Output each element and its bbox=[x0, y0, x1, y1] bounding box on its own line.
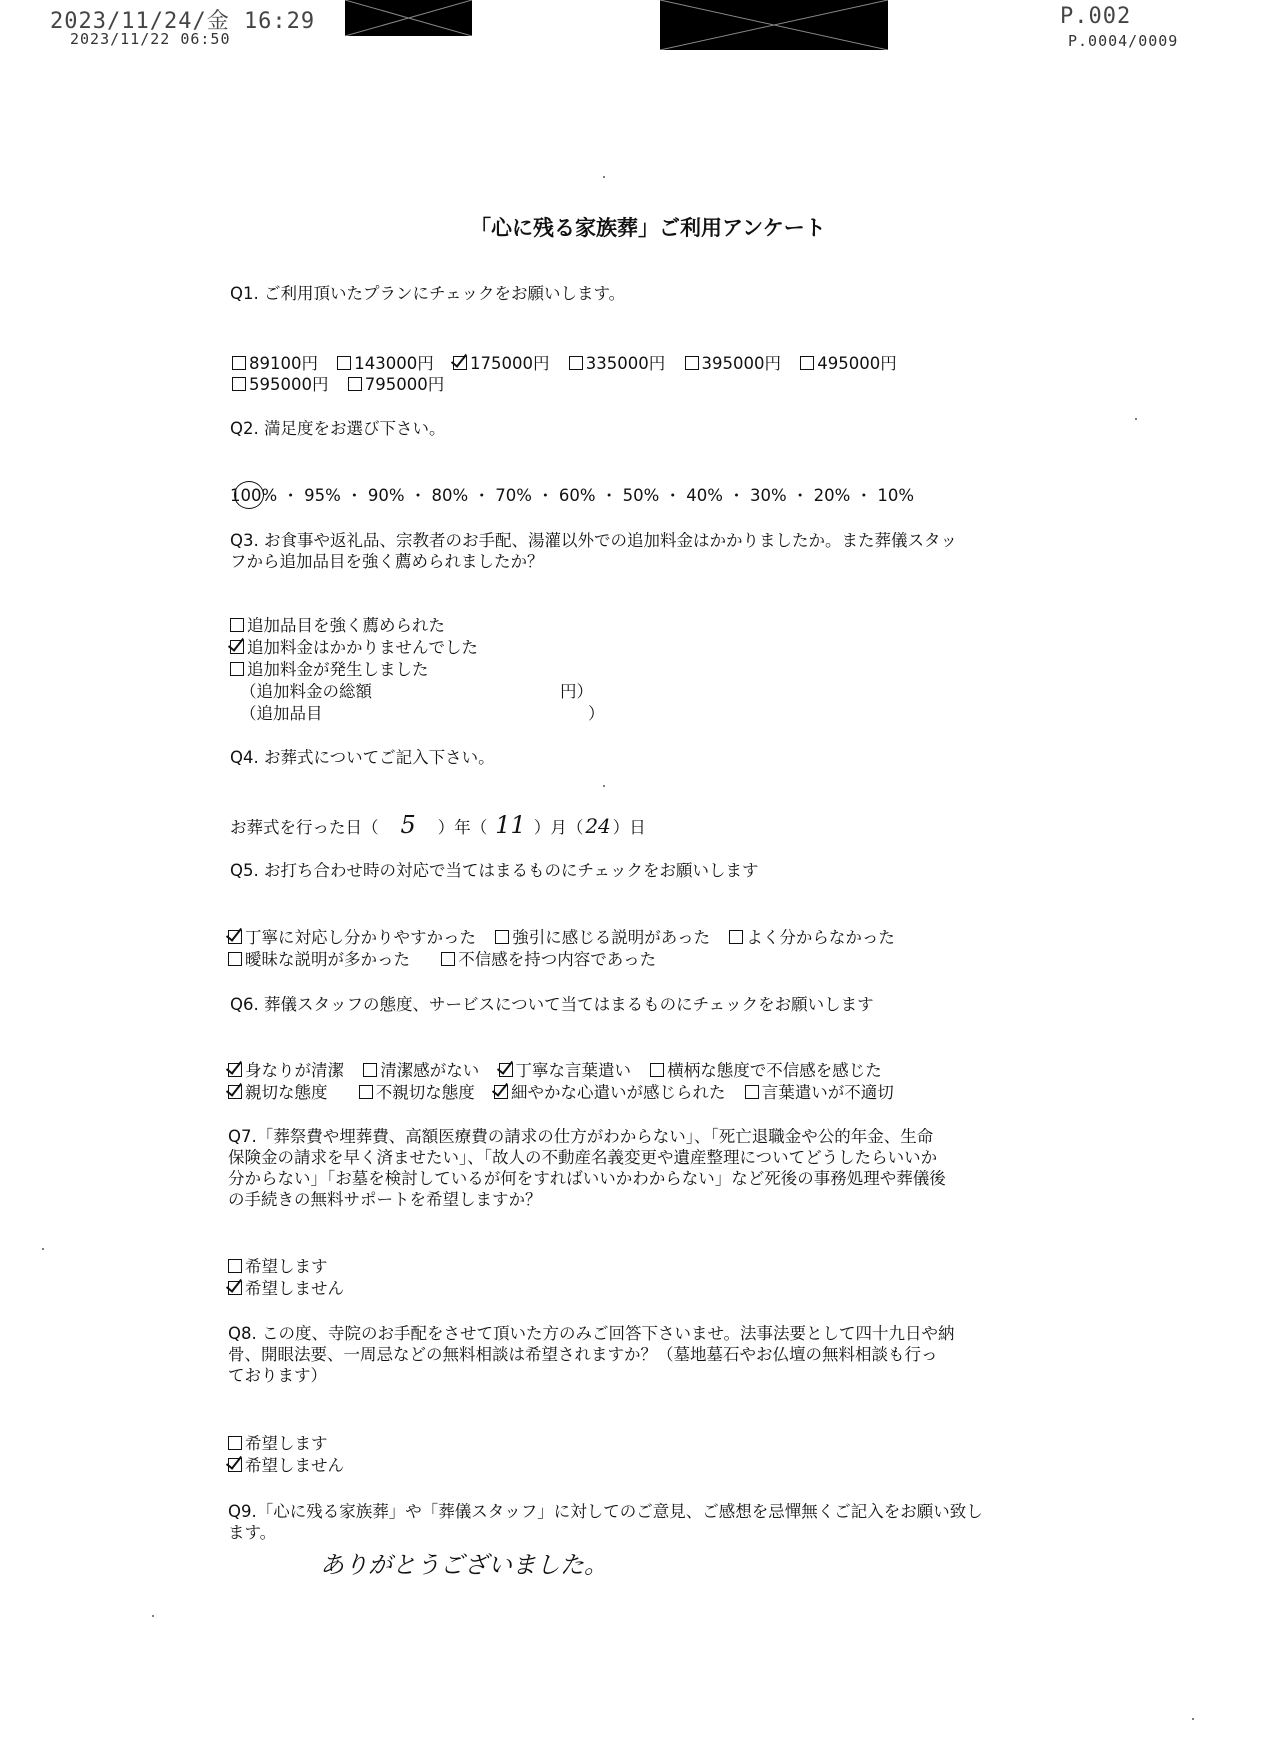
q7-option[interactable]: 希望しません bbox=[228, 1275, 344, 1299]
scan-speck bbox=[603, 176, 605, 178]
q2-question: Q2. 満足度をお選び下さい。 bbox=[230, 419, 446, 438]
checkbox[interactable] bbox=[232, 356, 246, 370]
scan-speck bbox=[1135, 418, 1137, 420]
checkbox[interactable] bbox=[441, 952, 455, 966]
q2-option[interactable]: 30% bbox=[749, 486, 787, 505]
q1-option[interactable]: 89100円 bbox=[232, 354, 318, 373]
q6-option[interactable]: 言葉遣いが不適切 bbox=[745, 1083, 894, 1102]
q6-option[interactable]: 清潔感がない bbox=[363, 1061, 479, 1080]
q8-question-line3: ております） bbox=[228, 1366, 327, 1385]
q4-date-line bbox=[230, 811, 646, 839]
q2-option[interactable]: 95% bbox=[304, 486, 341, 505]
checkbox[interactable] bbox=[729, 930, 743, 944]
q5-question: Q5. お打ち合わせ時の対応で当てはまるものにチェックをお願いします bbox=[230, 861, 759, 880]
checkbox-checked[interactable] bbox=[228, 1063, 242, 1077]
q3-items-close: ） bbox=[588, 704, 605, 723]
checkbox[interactable] bbox=[348, 377, 362, 391]
q4-year-value[interactable]: 5 bbox=[400, 811, 416, 839]
q2-option[interactable]: 50% bbox=[622, 486, 660, 505]
q9-question-line1: Q9.「心に残る家族葬」や「葬儀スタッフ」に対してのご意見、ご感想を忌憚無くご記入をお願い致し bbox=[228, 1502, 983, 1521]
redaction-box bbox=[345, 0, 472, 36]
q3-question-line1: Q3. お食事や返礼品、宗教者のお手配、湯灌以外での追加料金はかかりましたか。また葬儀スタッ bbox=[230, 531, 957, 550]
fax-page-1: P.002 bbox=[1060, 4, 1132, 29]
q6-option[interactable]: 親切な態度 bbox=[228, 1083, 328, 1102]
survey-title: 「心に残る家族葬」ご利用アンケート bbox=[470, 216, 826, 240]
checkbox-checked[interactable] bbox=[228, 1085, 242, 1099]
q2-option[interactable]: 10% bbox=[877, 486, 915, 505]
q7-question-line4: の手続きの無料サポートを希望しますか？ bbox=[228, 1190, 542, 1209]
q3-option[interactable]: 追加品目を強く薦められた bbox=[230, 612, 445, 636]
checkbox-checked[interactable] bbox=[228, 930, 242, 944]
q4-month-label: ）月（ bbox=[533, 818, 584, 837]
checkbox-checked[interactable] bbox=[499, 1063, 513, 1077]
checkbox[interactable] bbox=[495, 930, 509, 944]
q1-option[interactable]: 335000円 bbox=[569, 354, 666, 373]
scan-speck bbox=[603, 785, 605, 787]
checkbox[interactable] bbox=[685, 356, 699, 370]
q1-question: Q1. ご利用頂いたプランにチェックをお願いします。 bbox=[230, 284, 626, 303]
q8-question-line2: 骨、開眼法要、一周忌などの無料相談は希望されますか？（墓地墓石やお仏壇の無料相談も行っ bbox=[228, 1345, 938, 1364]
q2-option[interactable]: 90% bbox=[367, 486, 405, 505]
q2-option-selected[interactable]: 100% bbox=[230, 486, 278, 505]
q6-option[interactable]: 細やかな心遣いが感じられた bbox=[494, 1083, 726, 1102]
checkbox[interactable] bbox=[337, 356, 351, 370]
q8-question-line1: Q8. この度、寺院のお手配をさせて頂いた方のみご回答下さいませ。法事法要として四十九日や納 bbox=[228, 1324, 955, 1343]
q1-option[interactable]: 175000円 bbox=[453, 354, 550, 373]
redaction-box bbox=[660, 0, 888, 50]
checkbox-checked[interactable] bbox=[494, 1085, 508, 1099]
q1-option[interactable]: 495000円 bbox=[800, 354, 897, 373]
q8-option[interactable]: 希望しません bbox=[228, 1452, 344, 1476]
q5-options-row1 bbox=[228, 924, 909, 948]
q3-option[interactable]: 追加料金はかかりませんでした bbox=[230, 634, 478, 658]
q1-option[interactable]: 795000円 bbox=[348, 375, 445, 394]
q6-option[interactable]: 横柄な態度で不信感を感じた bbox=[650, 1061, 882, 1080]
checkbox[interactable] bbox=[228, 1259, 242, 1273]
q4-year-label: ）年（ bbox=[437, 818, 488, 837]
q6-options-row1 bbox=[228, 1057, 896, 1081]
q2-satisfaction-scale: 100% ・ 95% ・ 90% ・ 80% ・ 70% ・ 60% ・ 50% ・ 40% ・ 30% ・ 20% ・ 10% bbox=[230, 486, 915, 505]
checkbox[interactable] bbox=[232, 377, 246, 391]
q4-day-label: ）日 bbox=[612, 818, 646, 837]
scan-speck bbox=[1192, 1718, 1194, 1720]
q1-option[interactable]: 395000円 bbox=[685, 354, 782, 373]
q3-items-label: （追加品目 bbox=[240, 704, 323, 723]
q6-option[interactable]: 丁寧な言葉遣い bbox=[499, 1061, 632, 1080]
q6-options-row2 bbox=[228, 1079, 908, 1103]
q3-total-unit: 円） bbox=[560, 682, 593, 701]
q5-option[interactable]: 強引に感じる説明があった bbox=[495, 928, 710, 947]
checkbox[interactable] bbox=[228, 952, 242, 966]
checkbox-checked[interactable] bbox=[453, 356, 467, 370]
q2-option[interactable]: 20% bbox=[813, 486, 851, 505]
checkbox[interactable] bbox=[650, 1063, 664, 1077]
checkbox-checked[interactable] bbox=[230, 640, 244, 654]
q5-options-row2 bbox=[228, 946, 670, 970]
q2-option[interactable]: 70% bbox=[495, 486, 532, 505]
q4-question: Q4. お葬式についてご記入下さい。 bbox=[230, 748, 495, 767]
q2-option[interactable]: 40% bbox=[686, 486, 723, 505]
scan-speck bbox=[42, 1248, 44, 1250]
checkbox[interactable] bbox=[363, 1063, 377, 1077]
q3-total-label: （追加料金の総額 bbox=[240, 682, 372, 701]
q1-option[interactable]: 143000円 bbox=[337, 354, 434, 373]
q6-option[interactable]: 不親切な態度 bbox=[359, 1083, 475, 1102]
q8-option[interactable]: 希望します bbox=[228, 1430, 328, 1454]
q5-option[interactable]: よく分からなかった bbox=[729, 928, 895, 947]
fax-timestamp-1: 2023/11/24/金 16:29 bbox=[50, 9, 316, 34]
q5-option[interactable]: 丁寧に対応し分かりやすかった bbox=[228, 928, 476, 947]
q6-option[interactable]: 身なりが清潔 bbox=[228, 1061, 344, 1080]
checkbox[interactable] bbox=[800, 356, 814, 370]
fax-page-2: P.0004/0009 bbox=[1068, 32, 1179, 50]
q3-question-line2: フから追加品目を強く薦められましたか？ bbox=[230, 552, 544, 571]
q4-day-value[interactable]: 24 bbox=[585, 814, 611, 838]
checkbox-checked[interactable] bbox=[228, 1458, 242, 1472]
q7-question-line3: 分からない」「お墓を検討しているが何をすればいいかわからない」など死後の事務処理や葬儀後 bbox=[228, 1169, 946, 1188]
q4-date-prefix: お葬式を行った日（ bbox=[230, 818, 379, 837]
checkbox-checked[interactable] bbox=[228, 1281, 242, 1295]
checkbox[interactable] bbox=[228, 1436, 242, 1450]
scan-speck bbox=[152, 1615, 154, 1617]
q9-question-line2: ます。 bbox=[228, 1523, 277, 1542]
q7-option[interactable]: 希望します bbox=[228, 1253, 328, 1277]
q1-options-row2 bbox=[232, 371, 458, 395]
checkbox[interactable] bbox=[230, 618, 244, 632]
q5-option[interactable]: 不信感を持つ内容であった bbox=[441, 950, 656, 969]
q4-month-value[interactable]: 11 bbox=[495, 811, 526, 839]
q3-option[interactable]: 追加料金が発生しました bbox=[230, 656, 429, 680]
checkbox[interactable] bbox=[569, 356, 583, 370]
fax-timestamp-2: 2023/11/22 06:50 bbox=[70, 30, 231, 48]
checkbox[interactable] bbox=[745, 1085, 759, 1099]
checkbox[interactable] bbox=[230, 662, 244, 676]
q5-option[interactable]: 曖昧な説明が多かった bbox=[228, 950, 410, 969]
q2-option[interactable]: 80% bbox=[431, 486, 469, 505]
q2-option[interactable]: 60% bbox=[558, 486, 596, 505]
q6-question: Q6. 葬儀スタッフの態度、サービスについて当てはまるものにチェックをお願いします bbox=[230, 995, 874, 1014]
q1-option[interactable]: 595000円 bbox=[232, 375, 329, 394]
q7-question-line2: 保険金の請求を早く済ませたい」、「故人の不動産名義変更や遺産整理についてどうしたらいいか bbox=[228, 1148, 938, 1167]
q7-question-line1: Q7.「葬祭費や埋葬費、高額医療費の請求の仕方がわからない」、「死亡退職金や公的年金、生命 bbox=[228, 1127, 934, 1146]
q9-handwritten-answer[interactable]: ありがとうございました。 bbox=[320, 1551, 608, 1579]
checkbox[interactable] bbox=[359, 1085, 373, 1099]
